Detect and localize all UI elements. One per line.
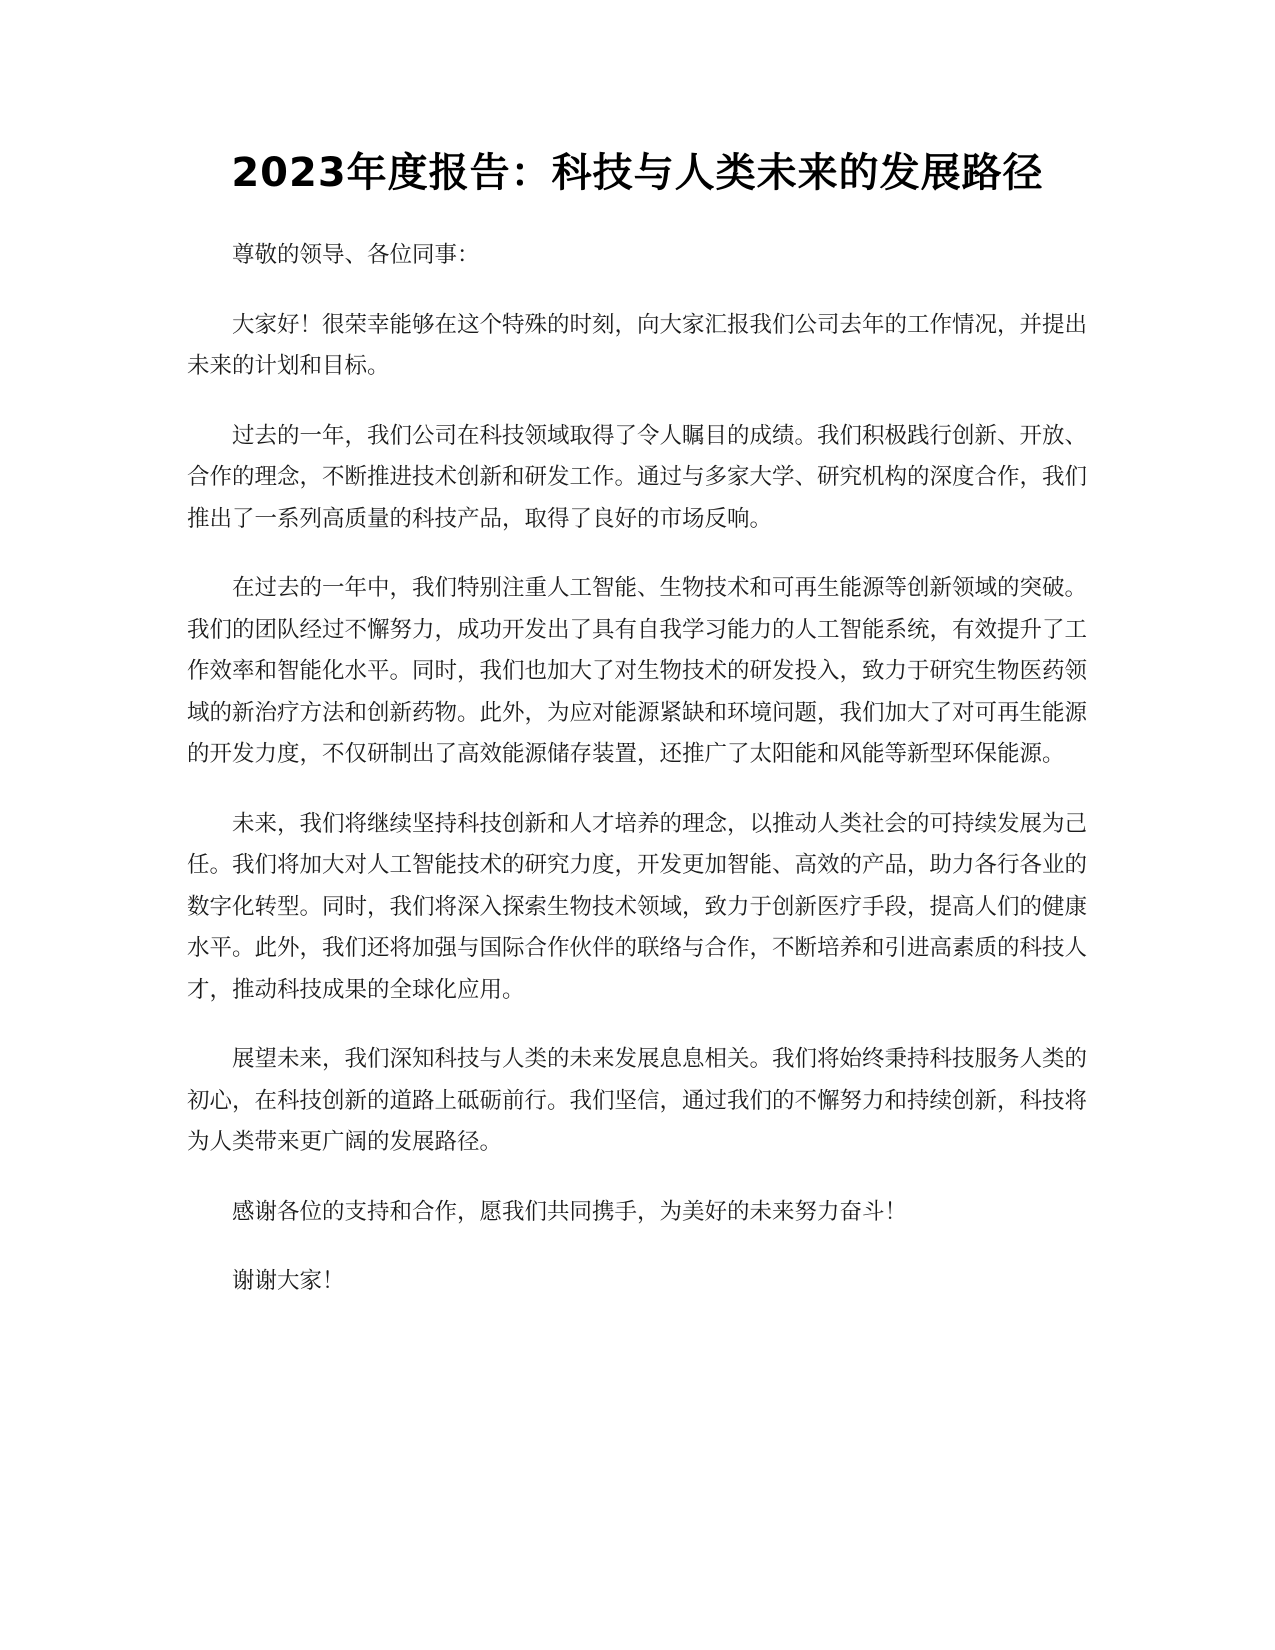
outlook-paragraph: 展望未来，我们深知科技与人类的未来发展息息相关。我们将始终秉持科技服务人类的初心，在科技创新的道路上砥砺前行。我们坚信，通过我们的不懈努力和持续创新，科技将为人类带来更广阔的发展路径。 — [187, 1046, 1088, 1155]
closing-paragraph: 谢谢大家！ — [232, 1268, 345, 1294]
document-body — [187, 235, 1087, 1331]
past-year-paragraph: 过去的一年，我们公司在科技领域取得了令人瞩目的成绩。我们积极践行创新、开放、合作的理念，不断推进技术创新和研发工作。通过与多家大学、研究机构的深度合作，我们推出了一系列高质量的科技产品，取得了良好的市场反响。 — [187, 422, 1088, 532]
future-plan-paragraph: 未来，我们将继续坚持科技创新和人才培养的理念，以推动人类社会的可持续发展为己任。我们将加大对人工智能技术的研究力度，开发更加智能、高效的产品，助力各行各业的数字化转型。同时，我们将深入探索生物技术领域，致力于创新医疗手段，提高人们的健康水平。此外，我们还将加强与国际合作伙伴的联络与合作，不断培养和引进高素质的科技人才，推动科技成果的全球化应用。 — [187, 810, 1088, 1003]
thanks-paragraph: 感谢各位的支持和合作，愿我们共同携手，为美好的未来努力奋斗！ — [232, 1198, 908, 1225]
salutation-paragraph: 尊敬的领导、各位同事： — [232, 242, 480, 268]
greeting-paragraph: 大家好！很荣幸能够在这个特殊的时刻，向大家汇报我们公司去年的工作情况，并提出未来的计划和目标。 — [187, 311, 1088, 379]
innovation-paragraph: 在过去的一年中，我们特别注重人工智能、生物技术和可再生能源等创新领域的突破。我们的团队经过不懈努力，成功开发出了具有自我学习能力的人工智能系统，有效提升了工作效率和智能化水平。同时，我们也加大了对生物技术的研发投入，致力于研究生物医药领域的新治疗方法和创新药物。此外，为应对能源紧缺和环境问题，我们加大了对可再生能源的开发力度，不仅研制出了高效能源储存装置，还推广了太阳能和风能等新型环保能源。 — [187, 575, 1088, 767]
document-title: 2023年度报告：科技与人类未来的发展路径 — [231, 150, 1044, 196]
